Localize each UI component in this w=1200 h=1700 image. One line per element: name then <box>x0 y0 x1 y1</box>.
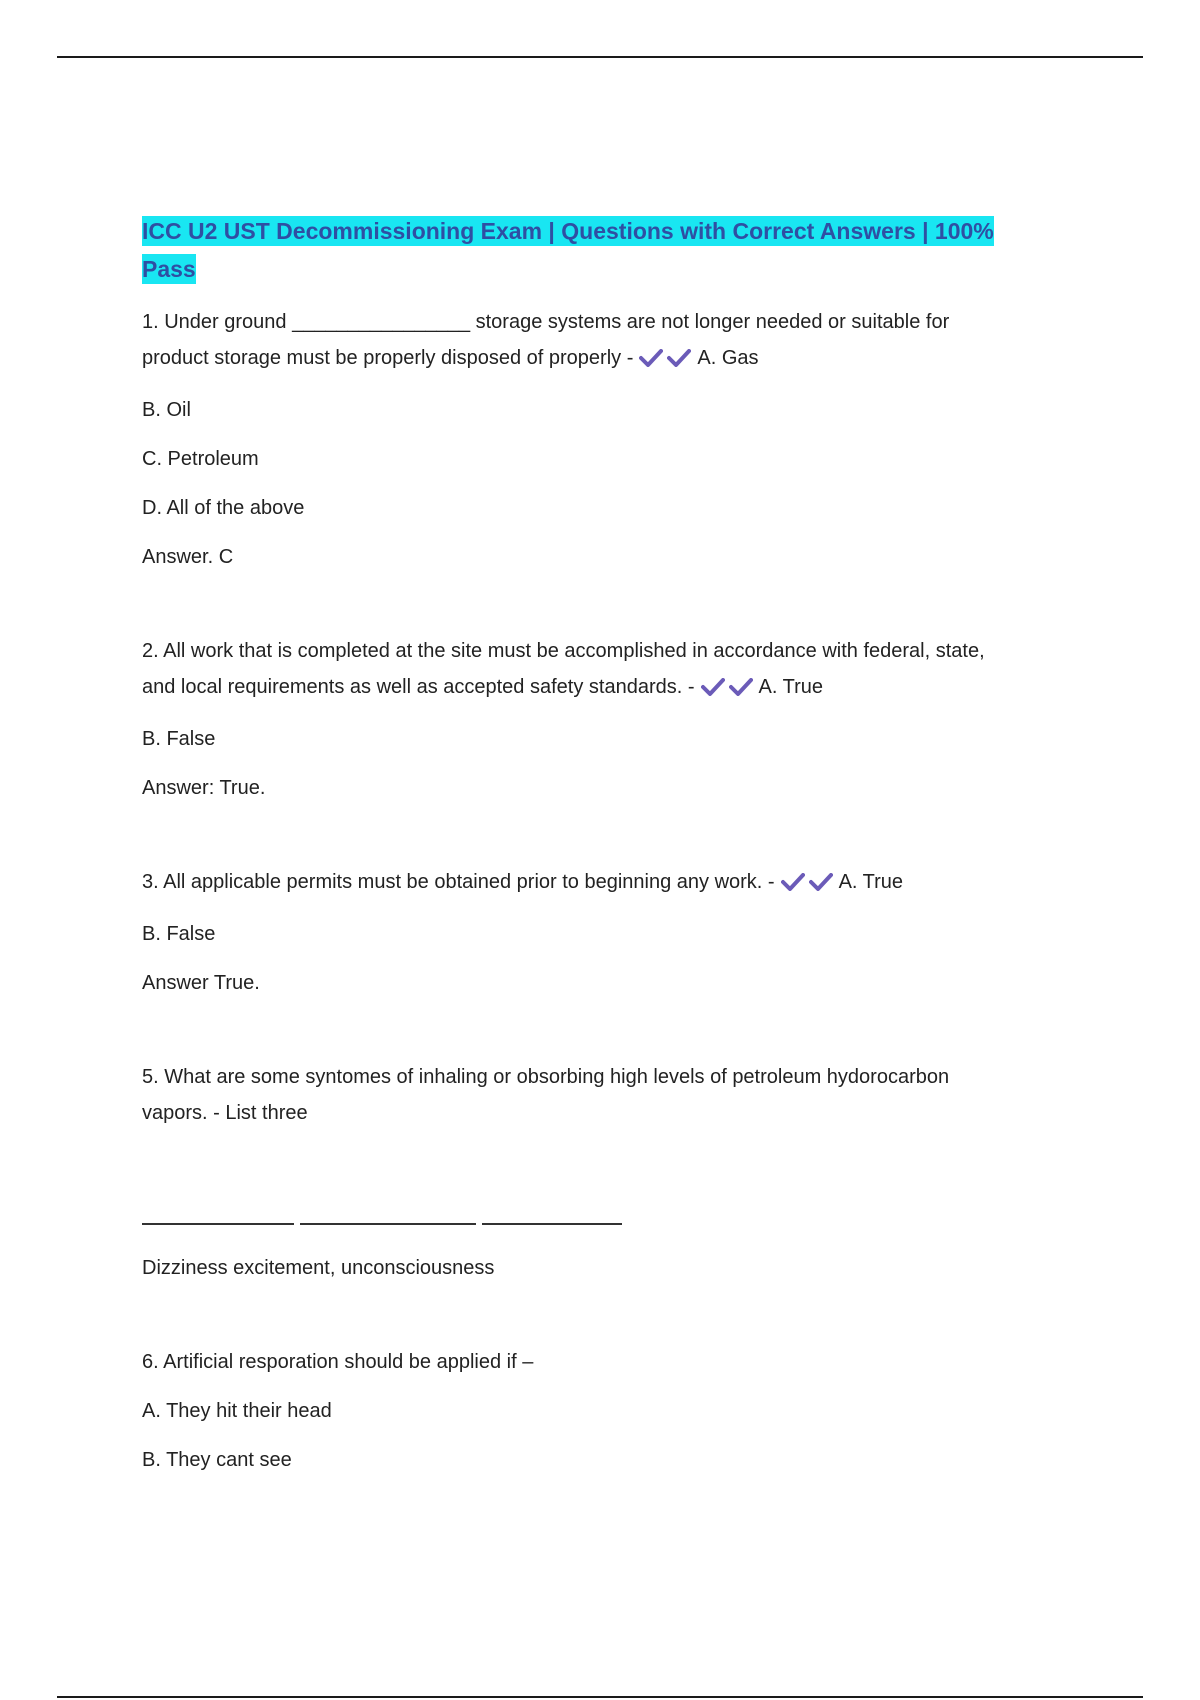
q5-text-line-1: 5. What are some syntomes of inhaling or obsorbing high levels of petroleum hydorocarbon <box>142 1066 950 1088</box>
question-2 <box>142 633 1072 806</box>
double-check-icon <box>701 672 757 708</box>
q2-text-line-2-prefix: and local requirements as well as accepted safety standards. - <box>142 676 695 698</box>
q3-text-line-1-prefix: 3. All applicable permits must be obtained prior to beginning any work. - <box>142 871 775 893</box>
title-line-1: ICC U2 UST Decommissioning Exam | Questions with Correct Answers | 100% <box>142 218 994 244</box>
q1-option-d: D. All of the above <box>142 497 305 519</box>
check-icon <box>701 678 725 696</box>
question-6 <box>142 1344 1072 1478</box>
q5-answer: Dizziness excitement, unconsciousness <box>142 1257 495 1279</box>
q2-answer: Answer: True. <box>142 777 266 799</box>
q3-answer: Answer True. <box>142 972 260 994</box>
double-check-icon <box>781 867 837 903</box>
q1-text-line-2-prefix: product storage must be properly disposed of properly - <box>142 347 634 369</box>
check-icon <box>781 873 805 891</box>
q1-option-c: C. Petroleum <box>142 448 259 470</box>
question-3 <box>142 864 1072 1001</box>
document-title <box>142 212 1072 288</box>
question-1 <box>142 304 1072 575</box>
q6-option-b: B. They cant see <box>142 1449 292 1471</box>
q3-text-line-1 <box>142 864 1072 903</box>
question-5 <box>142 1059 1072 1286</box>
blank-line <box>142 1223 294 1225</box>
q6-text-line-1: 6. Artificial resporation should be applied if – <box>142 1351 534 1373</box>
title-line-2: Pass <box>142 256 196 282</box>
q1-text-line-1: 1. Under ground ________________ storage systems are not longer needed or suitable for <box>142 311 950 333</box>
q3-option-a: A. True <box>838 871 904 893</box>
check-icon <box>729 678 753 696</box>
document-body <box>142 212 1072 1478</box>
q2-option-b: B. False <box>142 728 216 750</box>
answer-blanks <box>142 1201 1072 1237</box>
check-icon <box>667 349 691 367</box>
bottom-rule <box>57 1696 1143 1698</box>
q1-option-a: A. Gas <box>697 347 759 369</box>
q5-text-line-2: vapors. - List three <box>142 1102 308 1124</box>
blank-line <box>482 1223 622 1225</box>
double-check-icon <box>639 343 695 379</box>
q2-text-line-1: 2. All work that is completed at the site must be accomplished in accordance with federal, state, <box>142 640 985 662</box>
q2-text-line-2 <box>142 669 1072 708</box>
q3-option-b: B. False <box>142 923 216 945</box>
q1-text-line-2 <box>142 340 1072 379</box>
q2-option-a: A. True <box>758 676 823 698</box>
top-rule <box>57 56 1143 58</box>
q6-option-a: A. They hit their head <box>142 1400 332 1422</box>
check-icon <box>639 349 663 367</box>
blank-line <box>300 1223 476 1225</box>
q1-answer: Answer. C <box>142 546 234 568</box>
q1-option-b: B. Oil <box>142 399 191 421</box>
check-icon <box>809 873 833 891</box>
